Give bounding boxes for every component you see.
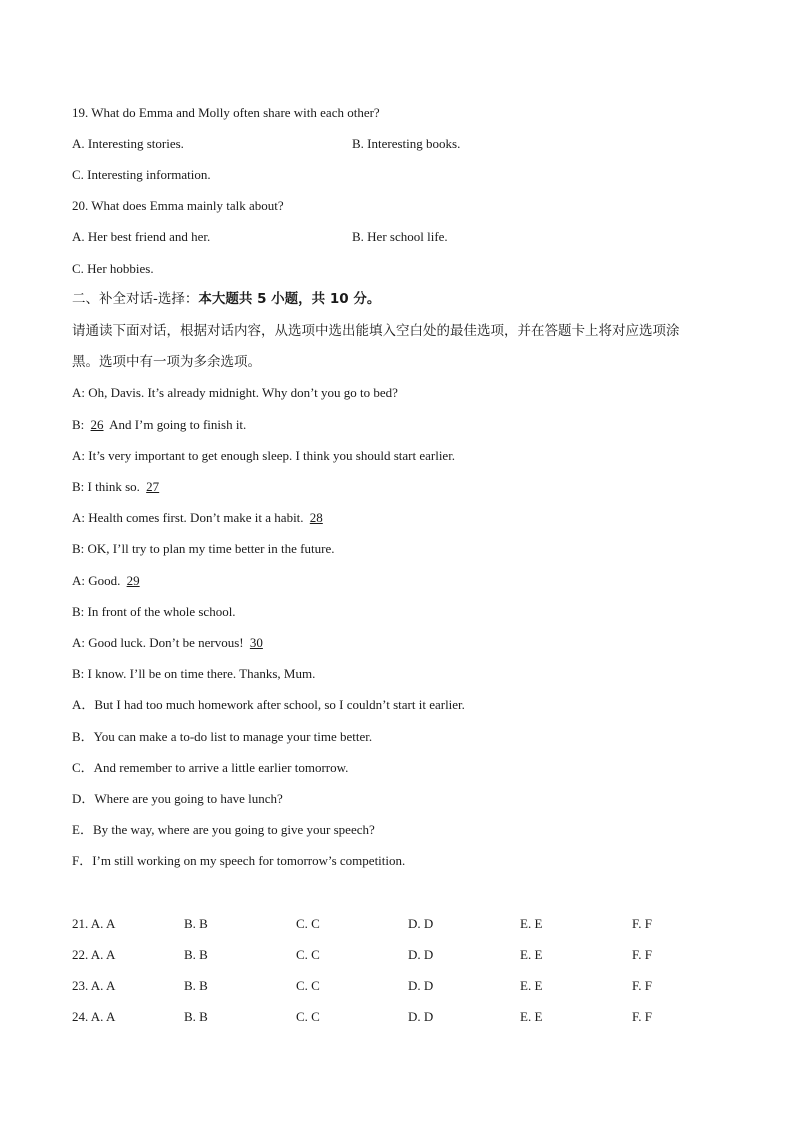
answer-choice[interactable]: B. B bbox=[184, 1009, 208, 1024]
answer-choice[interactable]: E. E bbox=[520, 947, 543, 962]
dialogue-text: B: In front of the whole school. bbox=[72, 604, 236, 619]
answer-choice[interactable]: C. C bbox=[296, 1009, 320, 1024]
dialogue-text: A: Oh, Davis. It’s already midnight. Why don’t you go to bed? bbox=[72, 385, 398, 400]
answer-choice[interactable]: F. F bbox=[632, 916, 652, 931]
q20-option-c: C. Her hobbies. bbox=[72, 261, 154, 276]
section-2-instructions-line-1: 请通读下面对话，根据对话内容，从选项中选出能填入空白处的最佳选项，并在答题卡上将对应选项涂 bbox=[72, 323, 680, 339]
dialogue-line bbox=[72, 634, 266, 652]
answer-choice[interactable]: E. E bbox=[520, 1009, 543, 1024]
q20-option-a: A. Her best friend and her. bbox=[72, 229, 211, 244]
answer-choice[interactable]: D. D bbox=[408, 916, 434, 931]
blank-30: 30 bbox=[249, 635, 263, 650]
dialogue-text: B: I think so. bbox=[72, 479, 144, 494]
answer-choice[interactable]: C. C bbox=[296, 978, 320, 993]
answer-choice[interactable]: 22. A. A bbox=[72, 947, 116, 962]
q19-option-b: B. Interesting books. bbox=[352, 136, 461, 151]
section-2-instructions-line-2: 黑。选项中有一项为多余选项。 bbox=[72, 354, 261, 370]
answer-choice[interactable]: 23. A. A bbox=[72, 978, 116, 993]
dialogue-text: And I’m going to finish it. bbox=[106, 417, 247, 432]
answer-choice[interactable]: C. C bbox=[296, 916, 320, 931]
dialogue-line bbox=[72, 572, 143, 590]
answer-choice[interactable]: E. E bbox=[520, 916, 543, 931]
answer-choice[interactable]: F. F bbox=[632, 978, 652, 993]
blank-26: 26 bbox=[90, 417, 104, 432]
answer-choice[interactable]: B. B bbox=[184, 978, 208, 993]
dialogue-text: A: It’s very important to get enough sleep. I think you should start earlier. bbox=[72, 448, 456, 463]
answer-choice[interactable]: F. F bbox=[632, 947, 652, 962]
dialogue-text: B: I know. I’ll be on time there. Thanks, Mum. bbox=[72, 666, 316, 681]
dialogue-text: B: bbox=[72, 417, 88, 432]
answer-choice[interactable]: D. D bbox=[408, 1009, 434, 1024]
blank-28: 28 bbox=[309, 510, 323, 525]
option-e: E．By the way, where are you going to give your speech? bbox=[72, 822, 375, 837]
blank-29: 29 bbox=[126, 573, 140, 588]
dialogue-line bbox=[72, 447, 455, 465]
answer-choice[interactable]: B. B bbox=[184, 947, 208, 962]
dialogue-line bbox=[72, 603, 236, 621]
dialogue-text: A: Good luck. Don’t be nervous! bbox=[72, 635, 247, 650]
option-b: B．You can make a to-do list to manage your time better. bbox=[72, 729, 373, 744]
option-d: D．Where are you going to have lunch? bbox=[72, 791, 283, 806]
dialogue-text: B: OK, I’ll try to plan my time better in the future. bbox=[72, 541, 335, 556]
option-c: C．And remember to arrive a little earlier tomorrow. bbox=[72, 760, 349, 775]
blank-27: 27 bbox=[146, 479, 160, 494]
dialogue-text: A: Health comes first. Don’t make it a habit. bbox=[72, 510, 307, 525]
q19-option-a: A. Interesting stories. bbox=[72, 136, 184, 151]
section-2-heading bbox=[72, 290, 380, 308]
answer-choice[interactable]: D. D bbox=[408, 947, 434, 962]
dialogue-line bbox=[72, 384, 398, 402]
section-2-scoring: 本大题共 5 小题，共 10 分。 bbox=[198, 291, 381, 307]
answer-choice[interactable]: E. E bbox=[520, 978, 543, 993]
dialogue-line bbox=[72, 478, 162, 496]
answer-choice[interactable]: 24. A. A bbox=[72, 1009, 116, 1024]
section-2-prefix: 二、补全对话-选择： bbox=[72, 291, 199, 307]
dialogue-line bbox=[72, 665, 315, 683]
answer-choice[interactable]: F. F bbox=[632, 1009, 652, 1024]
dialogue-line bbox=[72, 416, 246, 434]
question-19-stem: 19. What do Emma and Molly often share with each other? bbox=[72, 105, 380, 120]
option-f: F．I’m still working on my speech for tomorrow’s competition. bbox=[72, 853, 406, 868]
q20-option-b: B. Her school life. bbox=[352, 229, 448, 244]
answer-choice[interactable]: B. B bbox=[184, 916, 208, 931]
q19-option-c: C. Interesting information. bbox=[72, 167, 211, 182]
dialogue-line bbox=[72, 509, 326, 527]
answer-choice[interactable]: D. D bbox=[408, 978, 434, 993]
answer-choice[interactable]: C. C bbox=[296, 947, 320, 962]
option-a: A．But I had too much homework after school, so I couldn’t start it earlier. bbox=[72, 697, 465, 712]
answer-choice[interactable]: 21. A. A bbox=[72, 916, 116, 931]
question-20-stem: 20. What does Emma mainly talk about? bbox=[72, 198, 284, 213]
dialogue-text: A: Good. bbox=[72, 573, 124, 588]
dialogue-line bbox=[72, 540, 334, 558]
